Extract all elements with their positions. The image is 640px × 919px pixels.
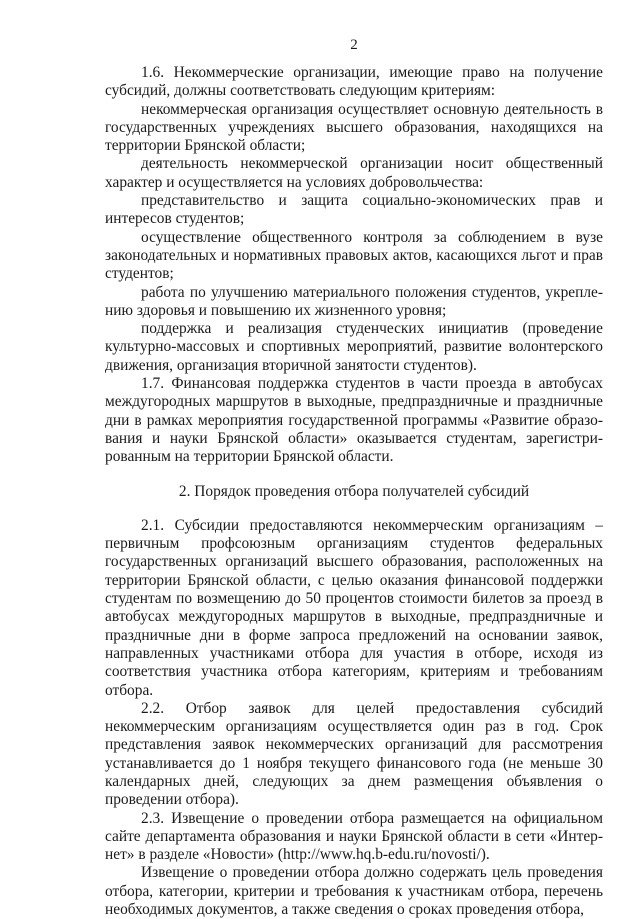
- page-number: 2: [350, 37, 358, 53]
- paragraph-2-3-notice: Извещение о проведении отбора должно содержать цель проведения отбора, категории, критерии и требования к участникам отбора, перечень необходимых документов, а также сведения о сроках проведения отбора,: [105, 864, 603, 919]
- paragraph-1-6: 1.6. Некоммерческие организации, имеющие право на получение субсидий, должны соответствовать следующим критериям:: [105, 64, 603, 100]
- criterion-public-character: деятельность некоммерческой организации носит общественный характер и осуществляется на условиях добровольчества:: [105, 155, 603, 191]
- paragraph-1-7: 1.7. Финансовая поддержка студентов в части проезда в автобусах междугородных маршрутов в выходные, предпраздничные и праздничные дни в рамках мероприятия государственной программы «Развитие образования и науки Брянской области» оказывается студентам, зарегистрированным на территории Брянской области.: [105, 375, 603, 466]
- paragraph-2-3: 2.3. Извещение о проведении отбора размещается на официальном сайте департамента образования и науки Брянской области в сети «Интернет» в разделе «Новости» (http://www.hq.b-edu.ru/novosti/).: [105, 809, 603, 864]
- criterion-main-activity: некоммерческая организация осуществляет основную деятельность в государственных учреждениях высшего образования, находящихся на территории Брянской области;: [105, 100, 603, 155]
- criterion-representation: представительство и защита социально-экономических прав и интересов студентов;: [105, 192, 603, 228]
- section-2-heading: 2. Порядок проведения отбора получателей субсидий: [178, 482, 530, 500]
- section-2: [105, 517, 603, 919]
- criterion-public-control: осуществление общественного контроля за соблюдением в вузе законодательных и нормативных правовых актов, касающихся льгот и прав студентов;: [105, 228, 603, 283]
- criterion-material-improvement: работа по улучшению материального положения студентов, укреплению здоровья и повышению их жизненного уровня;: [105, 283, 603, 319]
- paragraph-2-2: 2.2. Отбор заявок для целей предоставления субсидий некоммерческим организациям осуществляется один раз в год. Срок представления заявок некоммерческих организаций для рассмотрения устанавливается до 1 ноября текущего финансового года (не меньше 30 календарных дней, следующих за днем размещения объявления о проведении отбора).: [105, 699, 603, 809]
- section-1: [105, 64, 603, 467]
- document-page: [105, 36, 603, 919]
- paragraph-2-1: 2.1. Субсидии предоставляются некоммерческим организациям – первичным профсоюзным организациям студентов федеральных государственных организаций высшего образования, расположенных на территории Брянской области, с целью оказания финансовой поддержки студентам по возмещению до 50 процентов стоимости билетов за проезд в автобусах междугородных маршрутов в выходные, предпраздничные и праздничные дни в форме запроса предложений на основании заявок, направленных участниками отбора для участия в отборе, исходя из соответствия участника отбора категориям, критериям и требованиям отбора.: [105, 516, 603, 699]
- criterion-student-initiatives: поддержка и реализация студенческих инициатив (проведение культурно-массовых и спортивных мероприятий, развитие волонтерского движения, организация вторичной занятости студентов).: [105, 320, 603, 374]
